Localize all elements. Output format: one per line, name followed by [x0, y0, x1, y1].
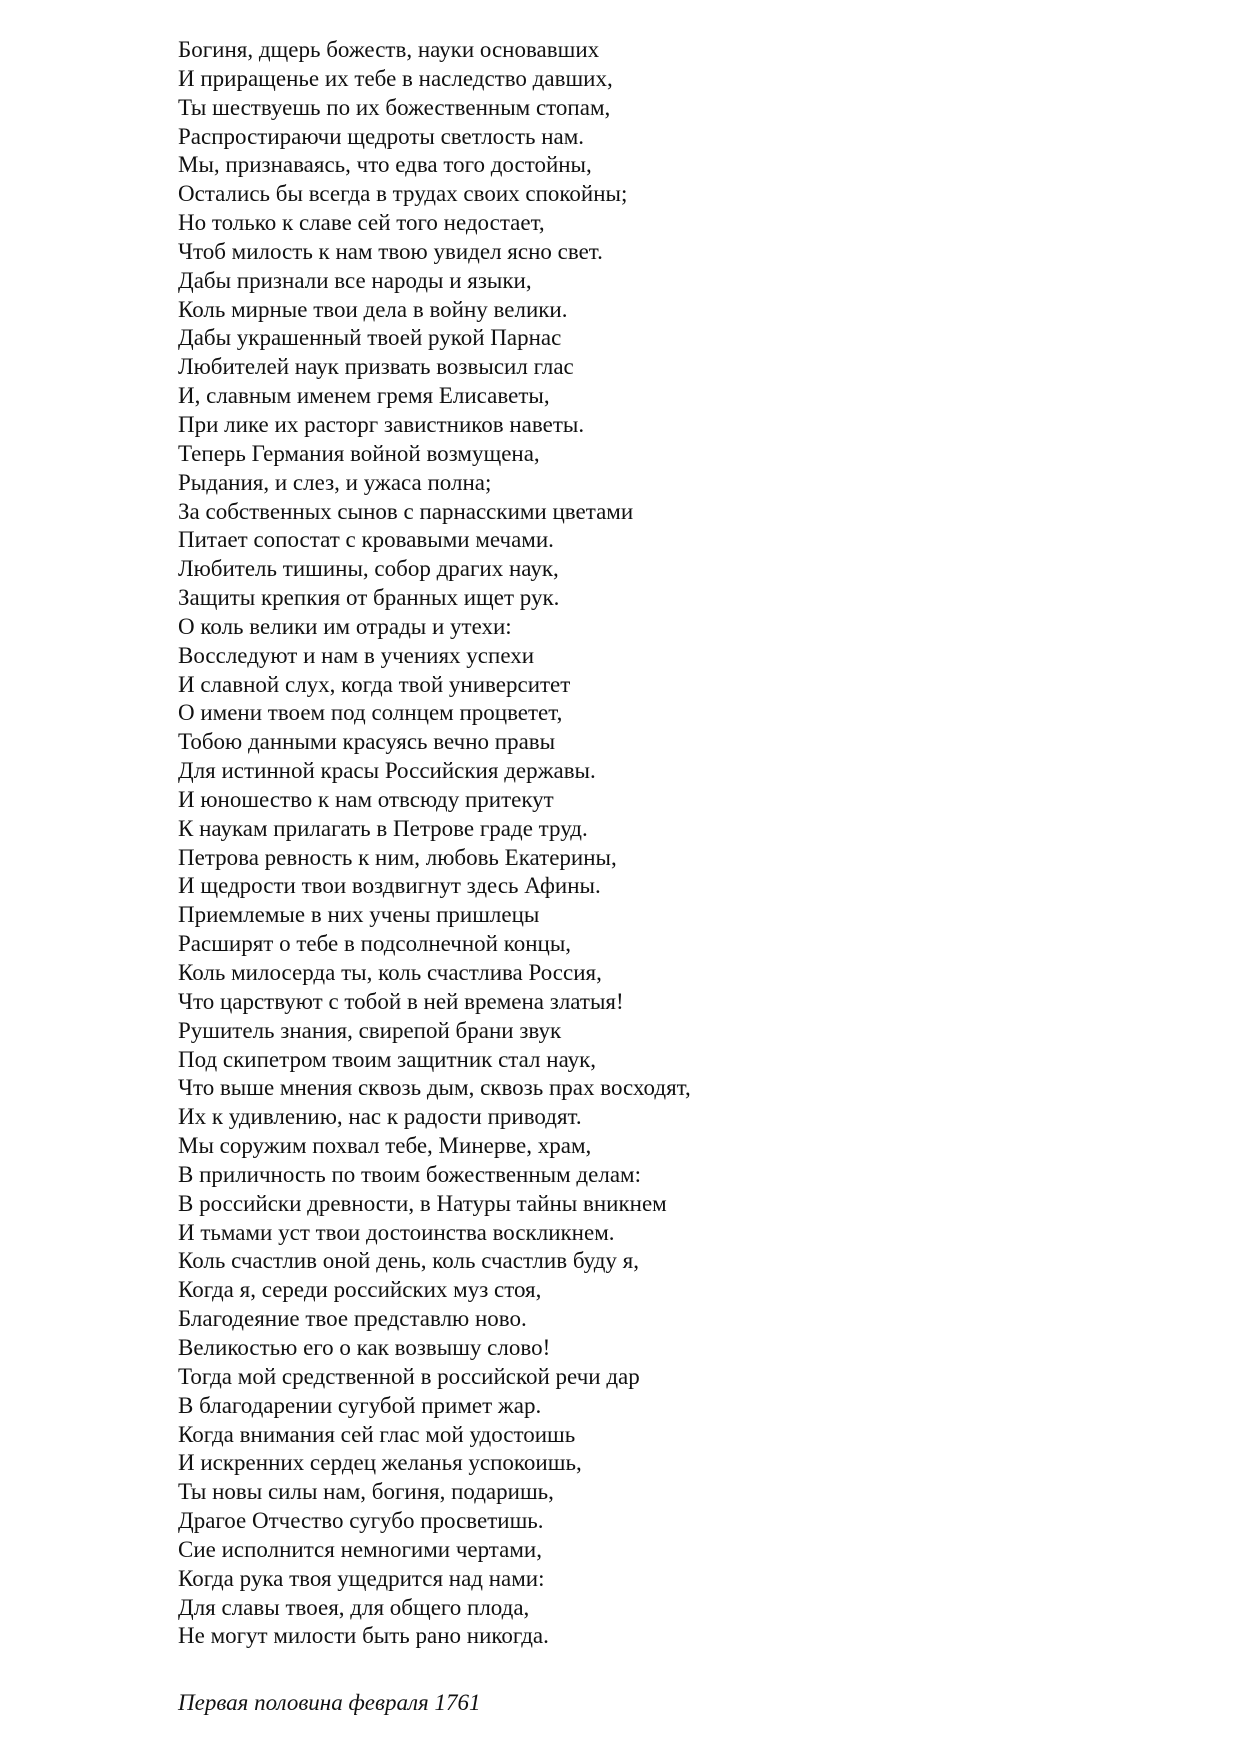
poem-line: Дабы признали все народы и языки, [178, 267, 532, 293]
poem-line: И приращенье их тебе в наследство давших, [178, 65, 613, 91]
poem-line: Под скипетром твоим защитник стал наук, [178, 1046, 597, 1072]
poem-line: Коль счастлив оной день, коль счастлив буду я, [178, 1248, 639, 1274]
poem-line: Когда рука твоя ущедрится над нами: [178, 1565, 545, 1591]
poem-line: В российски древности, в Натуры тайны вникнем [178, 1190, 667, 1216]
poem-line: О имени твоем под солнцем процветет, [178, 700, 563, 726]
poem-line: Восследуют и нам в учениях успехи [178, 642, 535, 668]
poem-line: Любителей наук призвать возвысил глас [178, 354, 574, 380]
poem-line: Что выше мнения сквозь дым, сквозь прах восходят, [178, 1075, 691, 1101]
poem-line: Коль мирные твои дела в войну велики. [178, 296, 568, 322]
poem-line: За собственных сынов с парнасскими цветами [178, 498, 634, 524]
poem-line: Благодеяние твое представлю ново. [178, 1306, 527, 1332]
poem-line: Их к удивлению, нас к радости приводят. [178, 1104, 582, 1130]
poem-line: И славной слух, когда твой университет [178, 671, 571, 697]
poem-date: Первая половина февраля 1761 [178, 1690, 481, 1715]
poem-line: Приемлемые в них учены пришлецы [178, 902, 540, 928]
poem-line: Когда внимания сей глас мой удостоишь [178, 1421, 576, 1447]
poem-line: Любитель тишины, собор драгих наук, [178, 556, 559, 582]
poem-line: Расширят о тебе в подсолнечной концы, [178, 931, 572, 957]
poem-line: Тобою данными красуясь вечно правы [178, 729, 556, 755]
poem-line: Дабы украшенный твоей рукой Парнас [178, 325, 562, 351]
poem-line: Богиня, дщерь божеств, науки основавших [178, 37, 600, 62]
poem-line: Остались бы всегда в трудах своих спокойны; [178, 181, 628, 207]
poem-line: Не могут милости быть рано никогда. [178, 1623, 549, 1649]
poem-text [178, 36, 691, 1651]
poem-line: И тьмами уст твои достоинства воскликнем. [178, 1219, 615, 1245]
poem-line: Сие исполнится немногими чертами, [178, 1536, 542, 1562]
poem-line: Рушитель знания, свирепой брани звук [178, 1017, 562, 1043]
poem-line: Тогда мой средственной в российской речи дар [178, 1363, 640, 1389]
poem-line: К наукам прилагать в Петрове граде труд. [178, 815, 588, 841]
poem-line: Для славы твоея, для общего плода, [178, 1594, 530, 1620]
poem-line: В приличность по твоим божественным делам: [178, 1161, 641, 1187]
poem-line: Мы соружим похвал тебе, Минерве, храм, [178, 1133, 592, 1159]
poem-line: Когда я, середи российских муз стоя, [178, 1277, 542, 1303]
poem-line: Для истинной красы Российския державы. [178, 758, 596, 784]
poem-line: Мы, признаваясь, что едва того достойны, [178, 152, 592, 178]
poem-line: Питает сопостат с кровавыми мечами. [178, 527, 554, 553]
poem-line: Ты новы силы нам, богиня, подаришь, [178, 1479, 554, 1505]
poem-line: Ты шествуешь по их божественным стопам, [178, 94, 611, 120]
poem-line: В благодарении сугубой примет жар. [178, 1392, 542, 1418]
poem-line: Что царствуют с тобой в ней времена златыя! [178, 988, 624, 1014]
poem-line: И юношество к нам отвсюду притекут [178, 786, 554, 812]
poem-line: Теперь Германия войной возмущена, [178, 440, 540, 466]
poem-line: Петрова ревность к ним, любовь Екатерины, [178, 844, 617, 870]
poem-line: Драгое Отчество сугубо просветишь. [178, 1508, 544, 1534]
poem-line: И искренних сердец желанья успокоишь, [178, 1450, 582, 1476]
poem-line: И, славным именем гремя Елисаветы, [178, 383, 550, 409]
poem-line: При лике их расторг завистников наветы. [178, 411, 585, 437]
poem-line: Чтоб милость к нам твою увидел ясно свет. [178, 238, 603, 264]
poem-line: Коль милосерда ты, коль счастлива Россия, [178, 960, 602, 985]
poem-line: Защиты крепкия от бранных ищет рук. [178, 585, 560, 611]
poem-line: Распростираючи щедроты светлость нам. [178, 123, 585, 149]
poem-line: Великостью его о как возвышу слово! [178, 1334, 551, 1360]
poem-line: Рыдания, и слез, и ужаса полна; [178, 469, 492, 495]
poem-line: О коль велики им отрады и утехи: [178, 613, 512, 639]
poem-line: И щедрости твои воздвигнут здесь Афины. [178, 873, 601, 899]
poem-line: Но только к славе сей того недостает, [178, 210, 545, 236]
